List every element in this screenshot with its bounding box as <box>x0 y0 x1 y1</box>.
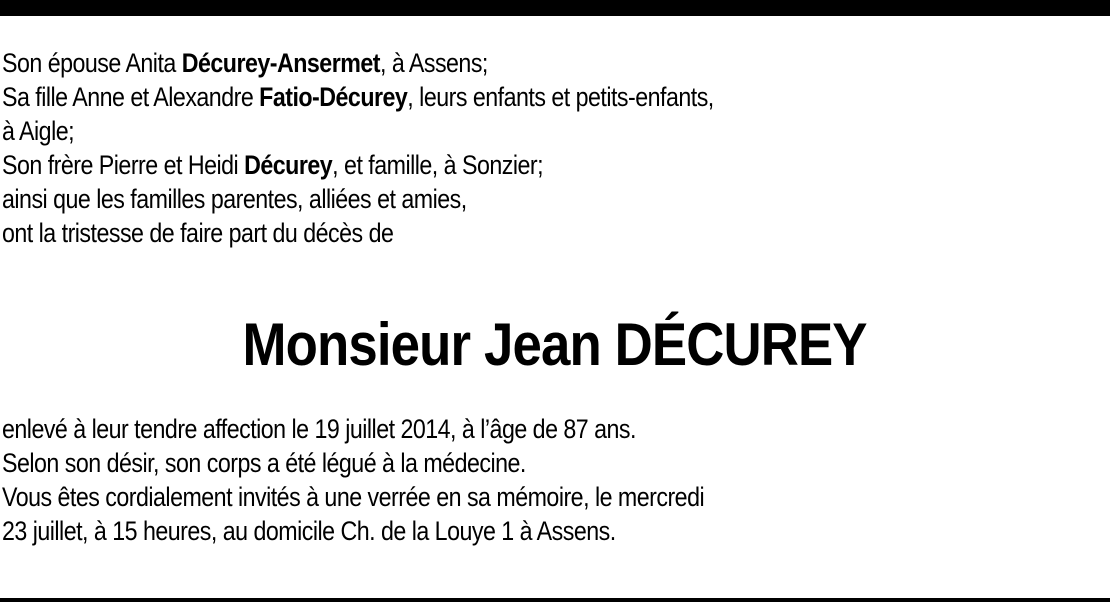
details-paragraph <box>2 412 953 548</box>
intro-line-5-text: ainsi que les familles parentes, alliées et amies, <box>2 184 467 214</box>
intro-line-4-tail: , et famille, à Sonzier; <box>332 150 544 180</box>
intro-line-1 <box>2 46 953 80</box>
details-line-4: 23 juillet, à 15 heures, au domicile Ch. de la Louye 1 à Assens. <box>2 516 616 546</box>
intro-line-2 <box>2 80 953 114</box>
intro-line-1-tail: , à Assens; <box>379 48 488 78</box>
deceased-name: Monsieur Jean DÉCUREY <box>242 311 868 378</box>
intro-line-3-text: à Aigle; <box>2 116 75 146</box>
intro-line-3 <box>2 114 953 148</box>
intro-line-4-surname: Décurey <box>244 150 333 180</box>
intro-line-2-surname: Fatio-Décurey <box>259 82 408 112</box>
deceased-name-heading <box>0 312 1110 378</box>
intro-line-1-surname: Décurey-Ansermet <box>181 48 380 78</box>
intro-line-6-text: ont la tristesse de faire part du décès de <box>2 218 394 248</box>
bottom-border-rule <box>0 598 1110 602</box>
intro-line-2-tail: , leurs enfants et petits-enfants, <box>407 82 714 112</box>
details-line-1: enlevé à leur tendre affection le 19 juillet 2014, à l’âge de 87 ans. <box>2 414 636 444</box>
intro-line-6 <box>2 216 953 250</box>
intro-line-2-text: Sa fille Anne et Alexandre <box>2 82 260 112</box>
intro-line-5 <box>2 182 953 216</box>
details-line-2: Selon son désir, son corps a été légué à la médecine. <box>2 448 526 478</box>
intro-line-1-text: Son épouse Anita <box>2 48 182 78</box>
intro-line-4 <box>2 148 953 182</box>
intro-paragraph <box>2 46 953 250</box>
intro-line-4-text: Son frère Pierre et Heidi <box>2 150 245 180</box>
details-line-3: Vous êtes cordialement invités à une verrée en sa mémoire, le mercredi <box>2 482 705 512</box>
top-border-rule <box>0 0 1110 16</box>
